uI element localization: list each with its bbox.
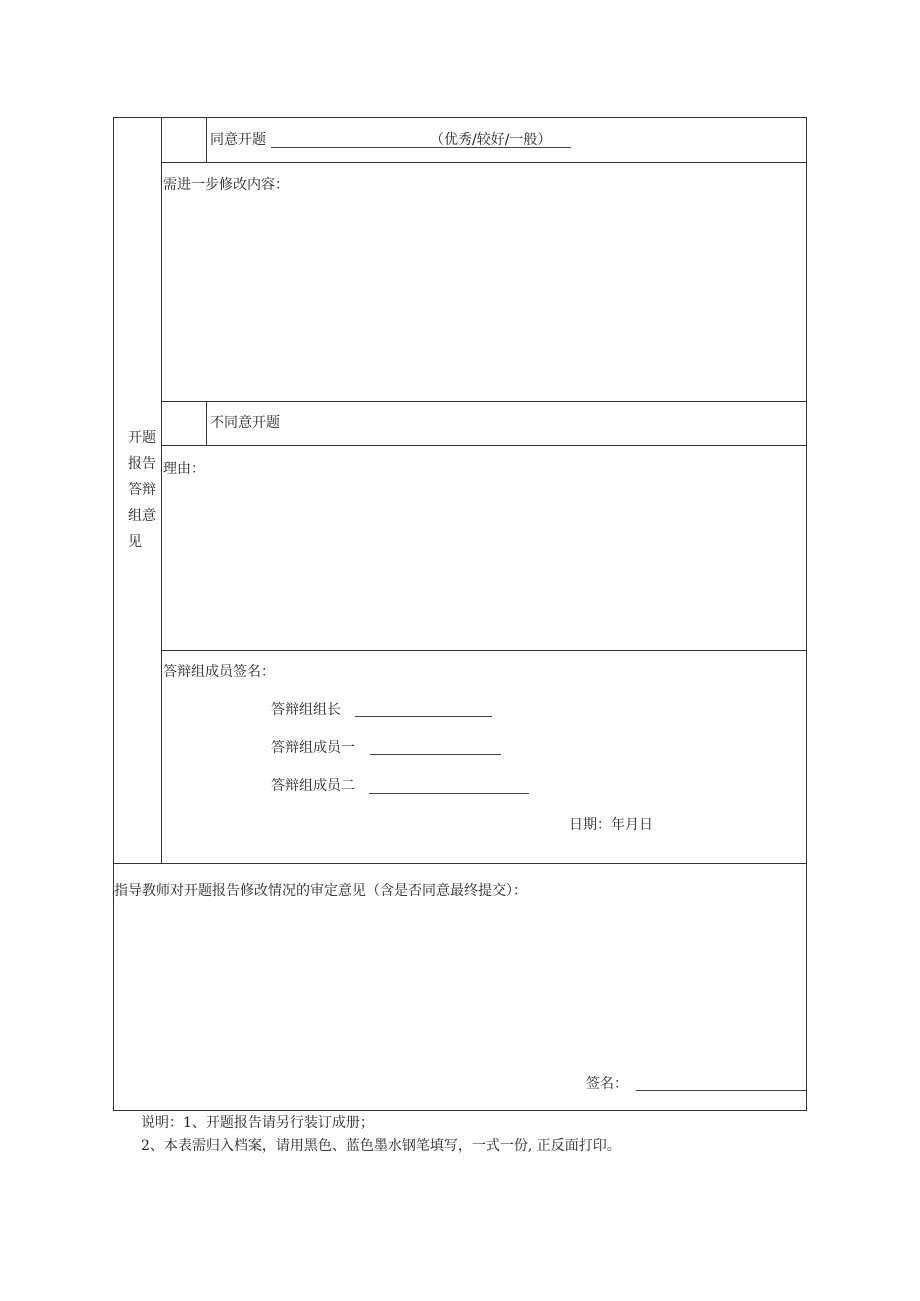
side-label-defense-opinion: 开题报告答辩组意见 [128,430,156,550]
teacher-opinion-area[interactable] [114,905,806,1065]
reason-label: 理由： [163,461,205,477]
disagree-checkbox-cell[interactable] [162,402,206,445]
date-label: 日期：年月日 [569,817,653,833]
grade-options: （优秀/较好/一般） [430,132,552,148]
member1-label: 答辩组成员一 [271,740,355,756]
teacher-signature-line[interactable] [636,1090,806,1091]
table-top-border [113,117,807,118]
row-sep-after-disagree [161,445,806,446]
row-sep-before-teacher [113,863,807,864]
revise-content-area[interactable] [162,196,806,400]
row-sep-after-agree [161,162,806,163]
agree-checkbox-divider [206,117,207,162]
member2-signature-line[interactable] [369,793,529,794]
note-line-1: 说明：1、开题报告请另行装订成册； [141,1115,374,1131]
teacher-signature-label: 签名： [586,1076,628,1092]
reason-area[interactable] [162,480,806,649]
revise-content-label: 需进一步修改内容： [163,177,289,193]
table-bottom-border [113,1110,807,1111]
member2-label: 答辩组成员二 [271,778,355,794]
leader-signature-line[interactable] [355,716,492,717]
members-heading: 答辩组成员签名： [163,664,275,680]
member1-signature-line[interactable] [370,754,501,755]
note-line-2: 2、本表需归入档案，请用黑色、蓝色墨水钢笔填写，一式一份, 正反面打印。 [141,1138,621,1154]
disagree-checkbox-divider [206,401,207,445]
agree-label: 同意开题 [210,132,266,148]
agree-checkbox-cell[interactable] [162,118,206,162]
disagree-label: 不同意开题 [210,415,280,431]
leader-label: 答辩组组长 [271,702,341,718]
row-sep-before-members [161,650,806,651]
teacher-opinion-heading: 指导教师对开题报告修改情况的审定意见（含是否同意最终提交）： [114,883,527,899]
table-right-border [806,117,807,1111]
row-sep-before-disagree [161,401,806,402]
